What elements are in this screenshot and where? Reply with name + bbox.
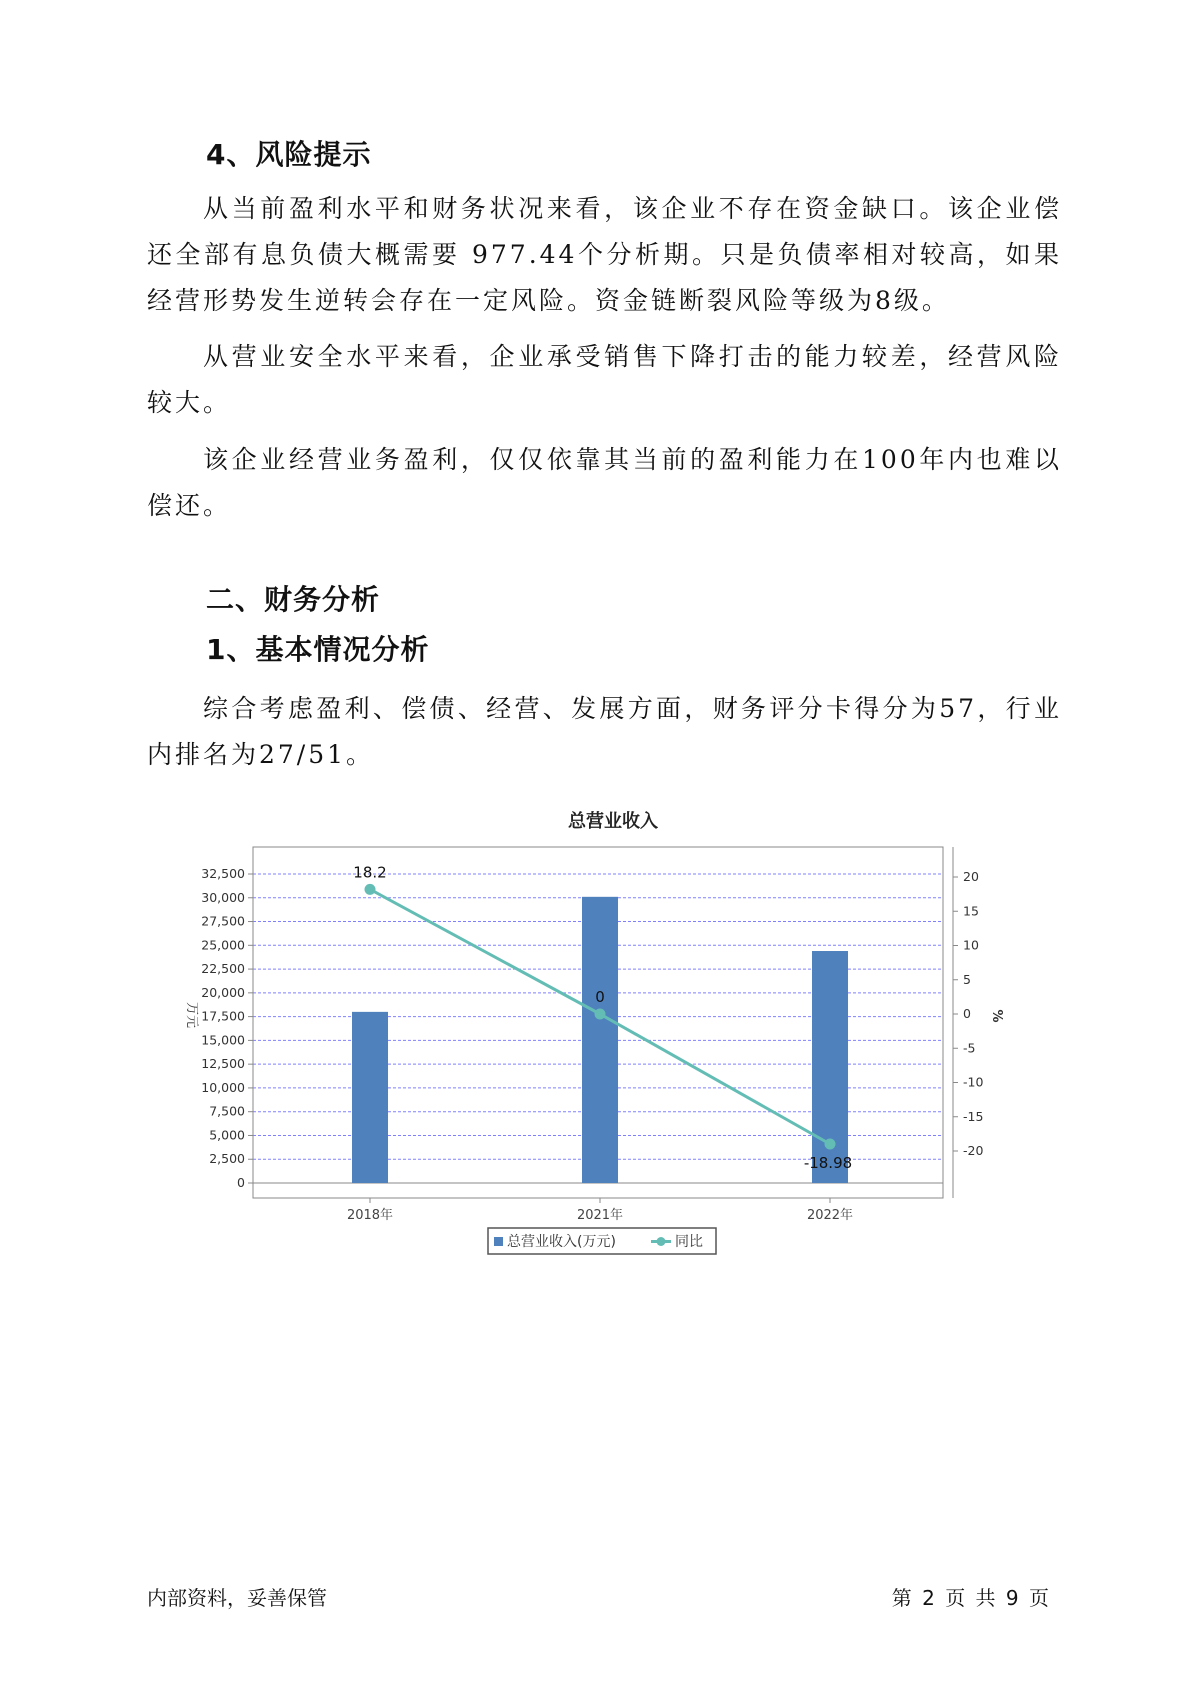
y2-tick-label: 20 xyxy=(963,869,979,884)
yoy-point xyxy=(365,884,376,895)
footer-page-number: 第 2 页 共 9 页 xyxy=(891,1586,1049,1610)
y-tick-label: 2,500 xyxy=(209,1151,245,1167)
footer-confidential: 内部资料，妥善保管 xyxy=(147,1586,327,1610)
y-tick-label: 15,000 xyxy=(201,1032,245,1048)
basic-analysis-paragraph: 综合考虑盈利、偿债、经营、发展方面，财务评分卡得分为57，行业内排名为27/51。 xyxy=(147,694,1062,769)
y-tick-label: 7,500 xyxy=(209,1103,245,1119)
y2-tick-label: 15 xyxy=(963,903,979,919)
yoy-data-label: -18.98 xyxy=(803,1154,853,1173)
chart-title: 总营业收入 xyxy=(568,811,658,832)
y2-tick-label: -5 xyxy=(963,1040,976,1056)
legend-bar-label: 总营业收入(万元) xyxy=(507,1234,616,1250)
y-tick-label: 0 xyxy=(237,1175,245,1190)
y2-axis-label: % xyxy=(989,1009,1004,1023)
y2-tick-label: 5 xyxy=(963,971,971,987)
finance-heading: 二、财务分析 xyxy=(206,583,381,616)
y2-tick-label: 10 xyxy=(963,937,979,953)
basic-analysis-heading: 1、基本情况分析 xyxy=(206,633,430,666)
y-tick-label: 20,000 xyxy=(201,984,245,1000)
revenue-chart xyxy=(170,800,1020,1260)
x-tick-label: 2021年 xyxy=(576,1208,624,1223)
x-tick-label: 2022年 xyxy=(806,1208,854,1223)
y-tick-label: 30,000 xyxy=(201,889,245,905)
y2-tick-label: 0 xyxy=(963,1006,971,1021)
yoy-point xyxy=(825,1139,836,1150)
risk-paragraph-2: 从营业安全水平来看，企业承受销售下降打击的能力较差，经营风险较大。 xyxy=(147,342,1062,417)
yoy-data-label: 0 xyxy=(595,988,605,1006)
y-tick-label: 27,500 xyxy=(201,913,245,929)
y-tick-label: 25,000 xyxy=(201,937,245,953)
y2-tick-label: -20 xyxy=(963,1143,984,1158)
y-tick-label: 5,000 xyxy=(209,1127,245,1143)
legend-line-marker xyxy=(657,1237,666,1246)
y-tick-label: 22,500 xyxy=(201,961,245,977)
y-tick-label: 17,500 xyxy=(201,1008,245,1024)
y-axis-label: 万元 xyxy=(184,1001,199,1029)
y-tick-label: 12,500 xyxy=(201,1056,245,1072)
legend-line-label: 同比 xyxy=(675,1234,703,1250)
risk-paragraph-1: 从当前盈利水平和财务状况来看，该企业不存在资金缺口。该企业偿还全部有息负债大概需要 977.44个分析期。只是负债率相对较高，如果经营形势发生逆转会存在一定风险。资金链断裂风险等级为8级。 xyxy=(147,194,1062,315)
y2-tick-label: -15 xyxy=(963,1108,984,1124)
yoy-data-label: 18.2 xyxy=(353,863,387,882)
y-tick-label: 10,000 xyxy=(201,1079,245,1095)
y-tick-label: 32,500 xyxy=(201,866,245,881)
risk-paragraph-3: 该企业经营业务盈利，仅仅依靠其当前的盈利能力在100年内也难以偿还。 xyxy=(147,445,1062,520)
y2-tick-label: -10 xyxy=(963,1074,984,1090)
risk-heading: 4、风险提示 xyxy=(206,138,372,171)
yoy-point xyxy=(595,1009,606,1020)
x-tick-label: 2018年 xyxy=(346,1208,394,1223)
bar xyxy=(582,897,618,1183)
bar xyxy=(352,1012,388,1183)
legend-bar-swatch xyxy=(494,1237,503,1246)
